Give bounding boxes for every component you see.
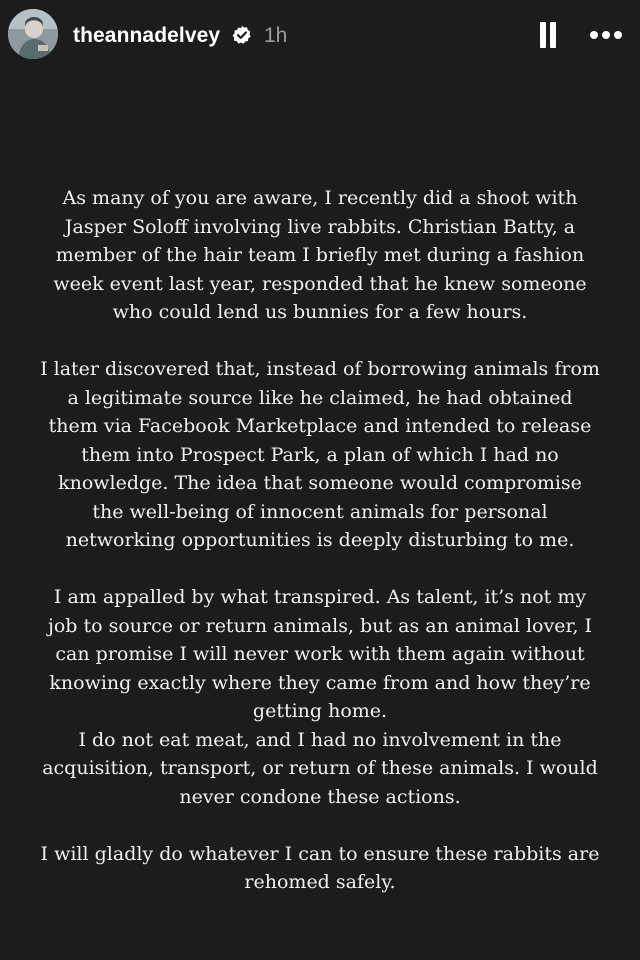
- statement-paragraph-3: I am appalled by what transpired. As talent, it’s not my job to source or return animals, but as an animal lover, I can promise I will never work with them again without knowing exactly where they came from and how they’re getting home.: [47, 586, 593, 722]
- story-header: [0, 0, 640, 72]
- timestamp: 1h: [264, 24, 288, 47]
- statement-paragraph-1: As many of you are aware, I recently did a shoot with Jasper Soloff involving live rabbits. Christian Batty, a member of the hair team I briefly met during a fashion week event last year, responded that he knew someone who could lend us bunnies for a few hours.: [53, 187, 587, 323]
- pause-icon-bar: [550, 22, 556, 48]
- statement-paragraph-5: I will gladly do whatever I can to ensure these rabbits are rehomed safely.: [40, 842, 600, 893]
- statement-paragraph-4: I do not eat meat, and I had no involvement in the acquisition, transport, or return of these animals. I would never condone these actions.: [42, 728, 598, 808]
- pause-icon: [540, 22, 546, 48]
- username[interactable]: theannadelvey: [73, 24, 221, 47]
- avatar[interactable]: [8, 9, 58, 59]
- statement-paragraph-2: I later discovered that, instead of borrowing animals from a legitimate source like he claimed, he had obtained them via Facebook Marketplace and intended to release them into Prospect Park, a plan of which I had no knowledge. The idea that someone would compromise the well-being of innocent animals for personal networking opportunities is deeply disturbing to me.: [40, 358, 600, 551]
- more-options-button[interactable]: [588, 28, 624, 42]
- verified-badge-icon: [232, 25, 252, 45]
- pause-button[interactable]: [536, 22, 560, 48]
- story-text: [40, 184, 600, 897]
- more-options-icon: [590, 31, 598, 39]
- more-options-icon-dot: [614, 31, 622, 39]
- more-options-icon-dot: [602, 31, 610, 39]
- profile-photo-icon: [8, 9, 58, 59]
